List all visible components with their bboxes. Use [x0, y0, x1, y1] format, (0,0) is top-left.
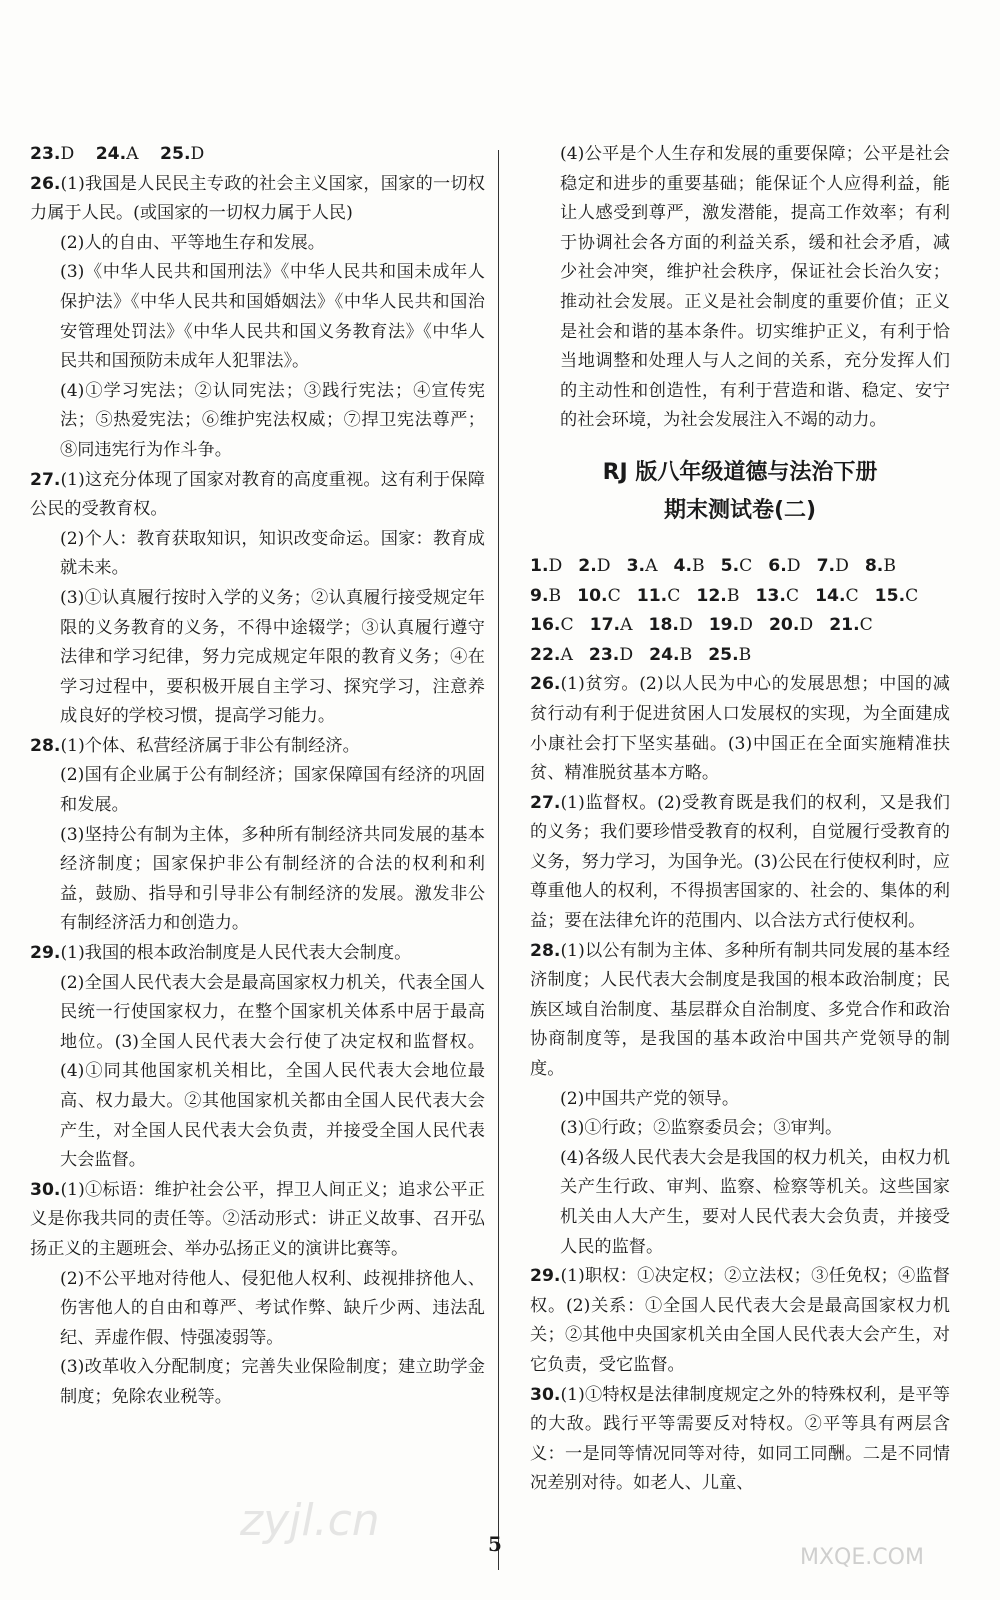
answer-text: (1)个体、私营经济属于非公有制经济。: [60, 735, 360, 756]
multiple-choice-answers: [530, 552, 950, 670]
mc-question-number: 5.: [720, 555, 740, 576]
right-question-28: [530, 937, 950, 1263]
mc-answer-letter: B: [738, 644, 752, 665]
mc-answer: [649, 645, 692, 665]
mc-answer-letter: D: [619, 644, 634, 665]
mc-question-number: 6.: [768, 555, 787, 576]
mc-question-number: 25.: [708, 644, 739, 665]
left-question-28: [30, 732, 485, 939]
mc-answer-letter: C: [667, 585, 681, 606]
answer-text: (3)《中华人民共和国刑法》《中华人民共和国未成年人保护法》《中华人民共和国婚姻法》《中华人民共和国治安管理处罚法》《中华人民共和国义务教育法》《中华人民共和国预防未成年人犯罪法》。: [60, 262, 485, 372]
mc-answer: [530, 615, 574, 635]
mc-answer-row: [530, 582, 950, 612]
left-question-26: [30, 170, 485, 466]
mc-answer-row: [530, 611, 950, 641]
section-title: [530, 454, 950, 530]
answer-text: (2)不公平地对待他人、侵犯他人权利、歧视排挤他人、伤害他人的自由和尊严、考试作弊、缺斤少两、违法乱纪、弄虚作假、恃强凌弱等。: [60, 1268, 485, 1348]
answer-text: (2)个人：教育获取知识，知识改变命运。国家：教育成就未来。: [60, 528, 485, 579]
answer-text: (2)中国共产党的领导。: [560, 1088, 740, 1109]
right-question-29: [530, 1262, 950, 1380]
mc-answer: [530, 556, 562, 576]
question-number: 28.: [30, 735, 61, 756]
answer-text: (1)以公有制为主体、多种所有制共同发展的基本经济制度；人民代表大会制度是我国的根本政治制度；民族区域自治制度、基层群众自治制度、多党合作和政治协商制度等，是我国的基本政治中国共产党领导的制度。: [530, 940, 950, 1080]
mc-question-number: 22.: [530, 644, 561, 665]
question-number: 29.: [30, 943, 61, 964]
mc-answer: [578, 556, 610, 576]
mc-answer-letter: D: [596, 555, 611, 576]
answer-text: (3)改革收入分配制度；完善失业保险制度；建立助学金制度；免除农业税等。: [60, 1357, 485, 1407]
mc-answer-letter: C: [785, 585, 800, 606]
mc-answer: [721, 556, 753, 576]
mc-question-number: 13.: [755, 585, 786, 606]
mc-answer: [637, 586, 681, 606]
mc-answer: [817, 556, 849, 576]
mc-question-number: 16.: [530, 615, 561, 636]
mc-question-number: 9.: [530, 585, 549, 606]
mc-answer: [875, 586, 919, 606]
mc-question-number: 18.: [648, 615, 679, 636]
mc-answer-letter: D: [786, 555, 801, 576]
mc-answer: [768, 556, 800, 576]
continued-answer-text: (4)公平是个人生存和发展的重要保障；公平是社会稳定和进步的重要基础；能保证个人应得利益，能让人感受到尊严，激发潜能，提高工作效率；有利于协调社会各方面的利益关系，缓和社会矛盾，减少社会冲突，维护社会秩序，保证社会长治久安；推动社会发展。正义是社会制度的重要价值；正义是社会和谐的基本条件。切实维护正义，有利于恰当地调整和处理人与人之间的关系，充分发挥人们的主动性和创造性，有利于营造和谐、稳定、安宁的社会环境，为社会发展注入不竭的动力。: [560, 144, 950, 431]
mc-question-number: 11.: [636, 585, 668, 606]
mc-question-number: 14.: [815, 585, 846, 606]
answer-text: (1)①标语：维护社会公平，捍卫人间正义；追求公平正义是你我共同的责任等。②活动形式：讲正义故事、召开弘扬正义的主题班会、举办弘扬正义的演讲比赛等。: [30, 1179, 485, 1259]
right-question-26: [530, 670, 950, 788]
mc-answer-letter: B: [548, 585, 562, 606]
mc-question-number: 24.: [649, 644, 680, 665]
answer-text: (1)我国是人民民主专政的社会主义国家，国家的一切权力属于人民。(或国家的一切权力属于人民): [30, 173, 485, 224]
mc-answer-letter: C: [560, 615, 574, 636]
mc-question-number: 4.: [673, 555, 692, 576]
question-number: 28.: [530, 940, 561, 961]
mc-question-number: 7.: [816, 555, 836, 576]
answer-text: (1)我国的根本政治制度是人民代表大会制度。: [60, 943, 412, 964]
mc-question-number: 10.: [577, 585, 608, 606]
answer-text: (1)监督权。(2)受教育既是我们的权利，又是我们的义务；我们要珍惜受教育的权利，自觉履行受教育的义务，努力学习，为国争光。(3)公民在行使权利时，应尊重他人的权利，不得损害国家的、社会的、集体的利益；要在法律允许的范围内、以合法方式行使权利。: [530, 792, 950, 932]
answer-text: (3)①行政；②监察委员会；③审判。: [560, 1118, 843, 1139]
mc-answer: [590, 615, 633, 635]
answer-text: (3)①认真履行按时入学的义务；②认真履行接受规定年限的义务教育的义务，不得中途辍学；③认真履行遵守法律和学习纪律，努力完成规定年限的教育义务；④在学习过程中，要积极开展自主学习、探究学习，注意养成良好的学校习惯，提高学习能力。: [60, 587, 485, 727]
mc-question-number: 1.: [530, 555, 549, 576]
mc-answer-letter: D: [739, 615, 753, 636]
left-question-30: [30, 1176, 485, 1413]
section-title-line-2: 期末测试卷(二): [663, 497, 817, 523]
mc-answer: [829, 615, 873, 635]
mc-answer-letter: C: [905, 585, 919, 606]
mc-question-number: 23.: [588, 644, 620, 665]
mc-answer-letter: B: [883, 555, 896, 576]
mc-answer-letter: D: [799, 615, 814, 636]
column-divider: [498, 150, 499, 1570]
mc-answer: [577, 586, 621, 606]
question-number: 27.: [530, 792, 561, 813]
answer-24: 24.A: [95, 144, 139, 164]
mc-answer: [755, 586, 799, 606]
answer-text: (4)各级人民代表大会是我国的权力机关，由权力机关产生行政、审判、监察、检察等机关。这些国家机关由人大产生，要对人民代表大会负责，并接受人民的监督。: [560, 1147, 950, 1257]
mc-answer-letter: D: [678, 615, 693, 636]
answer-text: (2)国有企业属于公有制经济；国家保障国有经济的巩固和发展。: [60, 765, 485, 816]
mc-question-number: 19.: [708, 615, 740, 636]
right-question-30: [530, 1381, 950, 1499]
section-title-line-1: RJ 版八年级道德与法治下册: [602, 459, 878, 485]
mc-question-number: 3.: [626, 555, 646, 576]
mc-answer-letter: C: [739, 555, 753, 576]
right-question-27: [530, 789, 950, 937]
mc-answer-letter: D: [548, 555, 563, 576]
mc-question-number: 2.: [578, 555, 597, 576]
answer-text: (4)①学习宪法；②认同宪法；③践行宪法；④宣传宪法；⑤热爱宪法；⑥维护宪法权威；⑦捍卫宪法尊严；⑧同违宪行为作斗争。: [60, 380, 485, 460]
mc-answer-letter: D: [835, 555, 849, 576]
question-number: 30.: [30, 1179, 61, 1200]
mc-answer: [673, 556, 704, 576]
mc-answer: [696, 586, 739, 606]
answer-text: (1)贫穷。(2)以人民为中心的发展思想；中国的减贫行动有利于促进贫困人口发展权的实现，为全面建成小康社会打下坚实基础。(3)中国正在全面实施精准扶贫、精准脱贫基本方略。: [530, 674, 950, 784]
page-number: 5: [488, 1532, 502, 1556]
mc-answer-row: [530, 641, 950, 671]
question-number: 26.: [30, 173, 61, 194]
answer-text: (1)这充分体现了国家对教育的高度重视。这有利于保障公民的受教育权。: [30, 469, 485, 520]
mc-answer-letter: B: [691, 555, 705, 576]
left-column: [30, 140, 485, 1413]
answer-25: 25.D: [160, 144, 205, 164]
right-column: [530, 140, 950, 1499]
answer-text: (2)全国人民代表大会是最高国家权力机关，代表全国人民统一行使国家权力，在整个国家机关体系中居于最高地位。(3)全国人民代表大会行使了决定权和监督权。(4)①同其他国家机关相比，全国人民代表大会地位最高、权力最大。②其他国家机关都由全国人民代表大会产生，对全国人民代表大会负责，并接受全国人民代表大会监督。: [60, 972, 485, 1171]
mc-question-number: 17.: [589, 615, 621, 636]
mc-answer-letter: A: [645, 555, 658, 576]
answer-text: (1)①特权是法律制度规定之外的特殊权利，是平等的大敌。践行平等需要反对特权。②平等具有两层含义：一是同等情况同等对待，如同工同酬。二是不同情况差别对待。如老人、儿童、: [530, 1384, 950, 1494]
mc-answer-letter: C: [859, 615, 873, 636]
mc-question-number: 21.: [829, 615, 860, 636]
mc-answer: [530, 586, 561, 606]
mc-answer-letter: B: [726, 585, 740, 606]
mc-answer: [865, 556, 896, 576]
left-question-27: [30, 466, 485, 732]
answer-line-23-25: [30, 140, 485, 170]
mc-answer: [530, 645, 573, 665]
answer-text: (2)人的自由、平等地生存和发展。: [60, 232, 325, 253]
mc-answer-row: [530, 552, 950, 582]
question-number: 29.: [530, 1266, 561, 1287]
mc-answer-letter: A: [560, 644, 573, 665]
mc-question-number: 12.: [696, 585, 727, 606]
watermark-right: MXQE.COM: [800, 1545, 924, 1570]
mc-answer: [627, 556, 658, 576]
mc-answer: [769, 615, 813, 635]
mc-question-number: 8.: [864, 555, 884, 576]
mc-answer: [709, 615, 753, 635]
left-question-29: [30, 939, 485, 1176]
answer-23: 23.D: [30, 144, 75, 164]
mc-answer: [589, 645, 633, 665]
answer-text: (3)坚持公有制为主体，多种所有制经济共同发展的基本经济制度；国家保护非公有制经济的合法的权利和利益，鼓励、指导和引导非公有制经济的发展。激发非公有制经济活力和创造力。: [60, 824, 485, 934]
mc-question-number: 20.: [768, 615, 800, 636]
mc-answer: [815, 586, 859, 606]
question-number: 27.: [30, 469, 61, 490]
watermark-left: zyjl.cn: [240, 1495, 380, 1546]
mc-answer-letter: C: [845, 585, 859, 606]
mc-answer-letter: B: [679, 644, 693, 665]
mc-answer: [708, 645, 751, 665]
mc-answer-letter: C: [607, 585, 621, 606]
mc-question-number: 15.: [874, 585, 906, 606]
question-number: 26.: [530, 674, 561, 695]
mc-answer-letter: A: [620, 615, 633, 636]
question-number: 30.: [530, 1384, 561, 1405]
answer-text: (1)职权：①决定权；②立法权；③任免权；④监督权。(2)关系：①全国人民代表大会是最高国家权力机关；②其他中央国家机关由全国人民代表大会产生，对它负责，受它监督。: [530, 1266, 950, 1375]
mc-answer: [648, 615, 692, 635]
